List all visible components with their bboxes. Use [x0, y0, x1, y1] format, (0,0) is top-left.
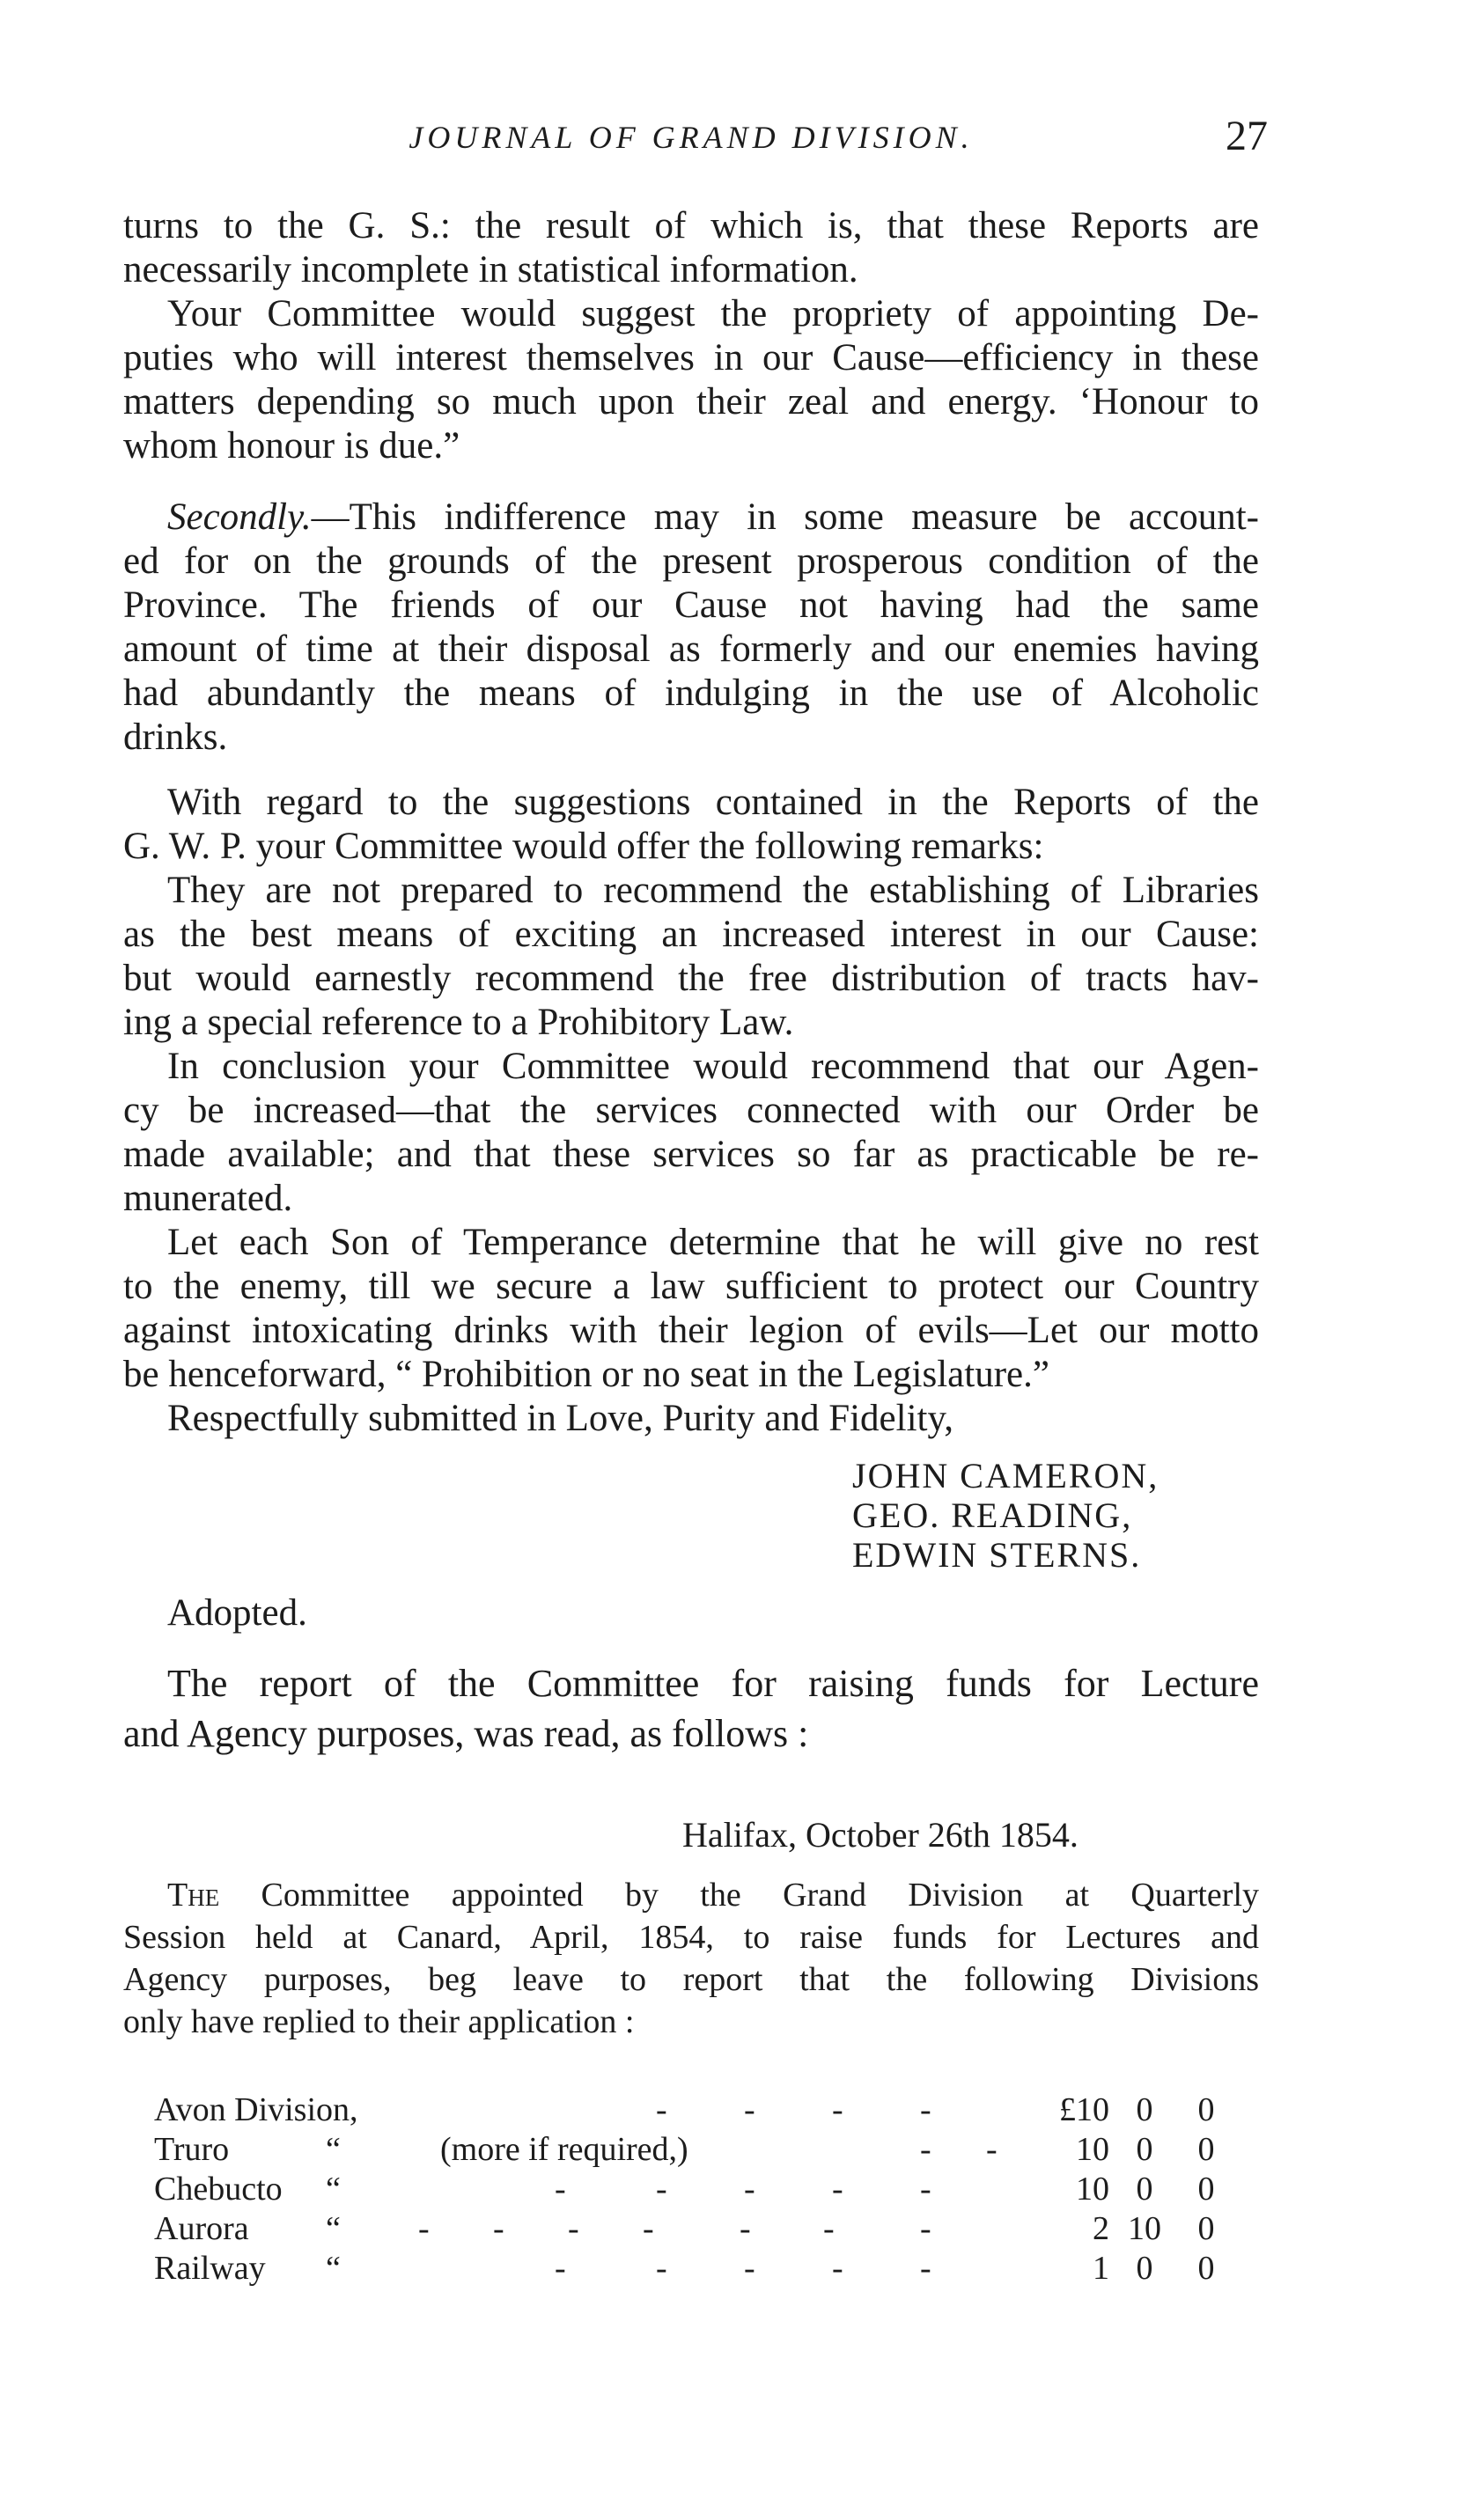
text-line: Committee appointed by the Grand Division at Quarterly: [219, 1877, 1259, 1914]
leader-dash: -: [740, 2210, 751, 2247]
secondly-first-line: [167, 496, 1259, 540]
subscription-row: [154, 2209, 1263, 2248]
division-note: (more if required,): [440, 2131, 688, 2168]
ditto-mark: “: [326, 2131, 341, 2168]
leader-dash: -: [555, 2250, 566, 2287]
text-line: against intoxicating drinks with their legion of evils—Let our motto: [123, 1310, 1259, 1351]
text-line: Respectfully submitted in Love, Purity and Fidelity,: [167, 1398, 953, 1439]
leader-dash: -: [744, 2171, 755, 2208]
leader-dash: -: [555, 2171, 566, 2208]
leader-dash: -: [643, 2210, 654, 2247]
subscription-row: [154, 2090, 1263, 2129]
amount-pence: 0: [1197, 2091, 1215, 2128]
amount-pounds: 10: [1076, 2131, 1109, 2168]
running-header: [123, 113, 1268, 172]
amount-shillings: 0: [1136, 2091, 1153, 2128]
text-line: amount of time at their disposal as formerly and our enemies having: [123, 628, 1259, 670]
first-word: The: [167, 1877, 220, 1914]
text-line: but would earnestly recommend the free distribution of tracts hav-: [123, 958, 1259, 999]
text-line: Let each Son of Temperance determine that he will give no rest: [167, 1222, 1259, 1263]
text-line: had abundantly the means of indulging in the use of Alcoholic: [123, 672, 1259, 714]
amount-pounds: 1: [1093, 2250, 1109, 2287]
amount-shillings: 0: [1136, 2250, 1153, 2287]
subscription-row: [154, 2249, 1263, 2288]
text-line: made available; and that these services so far as practicable be re-: [123, 1134, 1259, 1175]
ditto-mark: “: [326, 2210, 341, 2247]
signature: GEO. READING,: [852, 1495, 1133, 1535]
text-line: puties who will interest themselves in our Cause—efficiency in these: [123, 337, 1259, 378]
division-name: Truro: [154, 2131, 230, 2168]
leader-dash: -: [832, 2171, 843, 2208]
division-name: Avon Division,: [154, 2091, 358, 2128]
text-line: G. W. P. your Committee would offer the following remarks:: [123, 826, 1044, 867]
text-line: whom honour is due.”: [123, 425, 460, 467]
leader-dash: -: [656, 2171, 667, 2208]
leader-dash: -: [832, 2250, 843, 2287]
text-line: be henceforward, “ Prohibition or no seat in the Legislature.”: [123, 1354, 1049, 1395]
text-line: Your Committee would suggest the propriety of appointing De-: [167, 293, 1259, 334]
text-line: turns to the G. S.: the result of which is, that these Reports are: [123, 205, 1259, 246]
text-line: matters depending so much upon their zeal and energy. ‘Honour to: [123, 381, 1259, 422]
amount-pence: 0: [1197, 2171, 1215, 2208]
running-title: JOURNAL OF GRAND DIVISION.: [409, 120, 974, 155]
amount-pence: 0: [1197, 2210, 1215, 2247]
text-line: In conclusion your Committee would recommend that our Agen-: [167, 1046, 1259, 1087]
text-line: to the enemy, till we secure a law sufficient to protect our Country: [123, 1266, 1259, 1307]
page-number: 27: [1226, 113, 1268, 159]
leader-dash: -: [920, 2210, 931, 2247]
text-line: The report of the Committee for raising funds for Lecture: [167, 1662, 1259, 1705]
text-line: necessarily incomplete in statistical information.: [123, 249, 858, 290]
adopted-label: Adopted.: [167, 1592, 307, 1634]
text-line: as the best means of exciting an increased interest in our Cause:: [123, 914, 1259, 955]
amount-pence: 0: [1197, 2131, 1215, 2168]
amount-shillings: 10: [1128, 2210, 1161, 2247]
amount-pounds: 2: [1093, 2210, 1109, 2247]
text-line: munerated.: [123, 1178, 293, 1219]
signature: EDWIN STERNS.: [852, 1535, 1142, 1575]
ditto-mark: “: [326, 2171, 341, 2208]
amount-pounds: £10: [1059, 2091, 1109, 2128]
text-line: cy be increased—that the services connected with our Order be: [123, 1090, 1259, 1131]
text-line: only have replied to their application :: [123, 2003, 635, 2040]
division-name: Aurora: [154, 2210, 249, 2247]
division-name: Railway: [154, 2250, 266, 2287]
text-line: Session held at Canard, April, 1854, to raise funds for Lectures and: [123, 1919, 1259, 1956]
text-line: ed for on the grounds of the present prosperous condition of the: [123, 540, 1259, 582]
text-line: ing a special reference to a Prohibitory Law.: [123, 1002, 794, 1043]
leader-dash: -: [493, 2210, 504, 2247]
dateline: Halifax, October 26th 1854.: [682, 1815, 1079, 1855]
amount-shillings: 0: [1136, 2171, 1153, 2208]
secondly-label: Secondly.: [167, 496, 312, 538]
leader-dash: -: [656, 2091, 667, 2128]
subscription-row: [154, 2170, 1263, 2208]
text-line: and Agency purposes, was read, as follows :: [123, 1712, 809, 1755]
leader-dash: -: [656, 2250, 667, 2287]
subscription-row: [154, 2130, 1263, 2169]
leader-dash: -: [744, 2091, 755, 2128]
text-line: They are not prepared to recommend the establishing of Libraries: [167, 870, 1259, 911]
ditto-mark: “: [326, 2250, 341, 2287]
leader-dash: -: [418, 2210, 430, 2247]
text-line: With regard to the suggestions contained in the Reports of the: [167, 782, 1259, 823]
text-line: drinks.: [123, 716, 228, 758]
amount-pounds: 10: [1076, 2171, 1109, 2208]
leader-dash: -: [823, 2210, 835, 2247]
leader-dash: -: [920, 2171, 931, 2208]
amount-shillings: 0: [1136, 2131, 1153, 2168]
division-name: Chebucto: [154, 2171, 283, 2208]
leader-dash: -: [920, 2131, 931, 2168]
leader-dash: -: [920, 2091, 931, 2128]
text-line: Agency purposes, beg leave to report that the following Divisions: [123, 1961, 1259, 1998]
leader-dash: -: [568, 2210, 579, 2247]
text-line: —This indifference may in some measure be account-: [311, 496, 1259, 538]
leader-dash: -: [832, 2091, 843, 2128]
amount-pence: 0: [1197, 2250, 1215, 2287]
leader-dash: -: [744, 2250, 755, 2287]
report2-first-line: [167, 1873, 1259, 1917]
signature: JOHN CAMERON,: [852, 1456, 1159, 1495]
leader-dash: -: [986, 2131, 998, 2168]
text-line: Province. The friends of our Cause not having had the same: [123, 584, 1259, 626]
leader-dash: -: [920, 2250, 931, 2287]
